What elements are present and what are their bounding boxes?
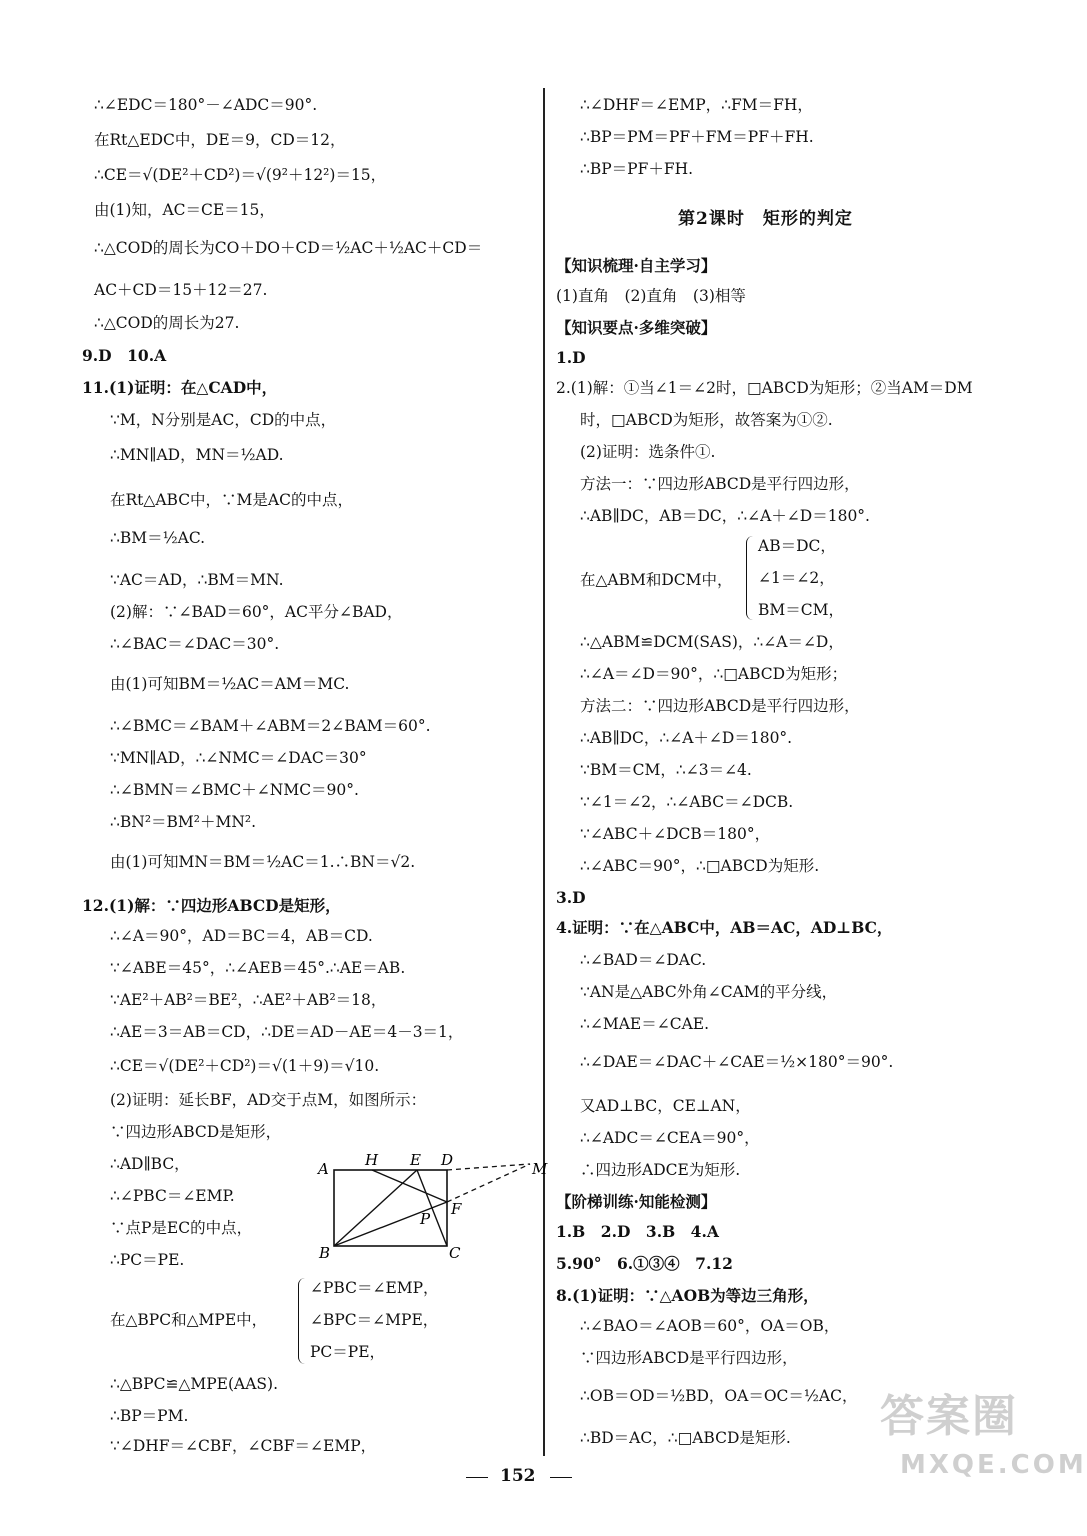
section-header: 【阶梯训练·知能检测】 [556, 1192, 717, 1211]
system-line: ∠BPC＝∠MPE， [310, 1311, 439, 1329]
lesson-title: 第2课时 矩形的判定 [678, 209, 853, 229]
text-line: ∴AB∥DC，∴∠A＋∠D＝180°. [580, 729, 793, 747]
question-8-title: 8.(1)证明：∵△AOB为等边三角形， [556, 1286, 819, 1305]
text-line: ∴∠BAD＝∠DAC. [580, 951, 707, 969]
page-number-dash-right [550, 1477, 572, 1478]
text-line: 在Rt△ABC中，∵M是AC的中点， [110, 491, 353, 509]
text-line: (2)证明：延长BF，AD交于点M，如图所示： [110, 1091, 427, 1109]
page-number: 152 [500, 1466, 536, 1486]
text-line: 时，□ABCD为矩形，故答案为①②. [580, 411, 833, 429]
label-e: E [410, 1151, 421, 1169]
text-line: ∴BP＝PF＋FH. [580, 160, 694, 178]
dashed-dm [447, 1164, 530, 1170]
text-line: ∴∠PBC＝∠EMP. [110, 1187, 235, 1205]
text-line: ∴AB∥DC，AB＝DC，∴∠A＋∠D＝180°. [580, 507, 870, 525]
label-h: H [365, 1151, 379, 1169]
system-line: BM＝CM， [758, 601, 844, 619]
text-line: ∵AN是△ABC外角∠CAM的平分线， [580, 983, 838, 1001]
text-line: ∴AE＝3＝AB＝CD，∴DE＝AD－AE＝4－3＝1， [110, 1023, 464, 1041]
text-line: ∴∠MAE＝∠CAE. [580, 1015, 710, 1033]
text-line: ∴BM＝½AC. [110, 529, 206, 547]
text-line: ∴∠BMN＝∠BMC＋∠NMC＝90°. [110, 781, 359, 799]
system-line: ∠1＝∠2， [758, 569, 835, 587]
label-f: F [451, 1200, 462, 1218]
text-line: ∴AD∥BC， [110, 1155, 190, 1173]
text-line: ∴∠BAC＝∠DAC＝30°. [110, 635, 280, 653]
text-line: 方法二：∵四边形ABCD是平行四边形， [580, 697, 860, 715]
text-line: ∴∠BMC＝∠BAM＋∠ABM＝2∠BAM＝60°. [110, 717, 431, 735]
text-line: ∴OB＝OD＝½BD，OA＝OC＝½AC， [580, 1387, 858, 1405]
answer-line: 5.90° 6.①③④ 7.12 [556, 1254, 733, 1273]
question-2-title: 2.(1)解：①当∠1＝∠2时，□ABCD为矩形；②当AM＝DM [556, 379, 973, 397]
segment-be [334, 1170, 417, 1246]
question-12-title: 12.(1)解：∵四边形ABCD是矩形， [82, 896, 341, 915]
text-line: ∵∠DHF＝∠CBF，∠CBF＝∠EMP， [110, 1437, 377, 1455]
text-line: ∵∠ABC＋∠DCB＝180°， [580, 825, 771, 843]
text-line: 由(1)知，AC＝CE＝15， [94, 201, 275, 219]
text-line: ∴△BPC≌△MPE(AAS). [110, 1375, 279, 1393]
text-line: ∴∠EDC＝180°－∠ADC＝90°. [94, 96, 318, 114]
page-number-dash-left [466, 1477, 488, 1478]
answer-line: 1.B 2.D 3.B 4.A [556, 1222, 719, 1241]
text-line: ∵四边形ABCD是矩形， [110, 1123, 282, 1141]
text-line: (1)直角 (2)直角 (3)相等 [556, 287, 746, 305]
text-line: ∴CE＝√(DE²＋CD²)＝√(9²＋12²)＝15， [94, 166, 387, 184]
text-line: ∴MN∥AD，MN＝½AD. [110, 446, 284, 464]
text-line: ∵四边形ABCD是平行四边形， [580, 1349, 798, 1367]
text-line: ∴△COD的周长为27. [94, 314, 240, 332]
text-line: ∴PC＝PE. [110, 1251, 185, 1269]
text-line: ∵M，N分别是AC，CD的中点， [110, 411, 337, 429]
text-line: ∵∠ABE＝45°，∴∠AEB＝45°.∴AE＝AB. [110, 959, 406, 977]
text-line: ∴BP＝PM＝PF＋FM＝PF＋FH. [580, 128, 814, 146]
text-line: ∵AC＝AD，∴BM＝MN. [110, 571, 284, 589]
text-line: 在△ABM和DCM中， [580, 571, 733, 589]
text-line: ∵BM＝CM，∴∠3＝∠4. [580, 761, 752, 779]
label-d: D [441, 1151, 454, 1169]
text-line: ∴∠DAE＝∠DAC＋∠CAE＝½×180°＝90°. [580, 1053, 894, 1071]
text-line: ∴∠A＝∠D＝90°，∴□ABCD为矩形； [580, 665, 848, 683]
text-line: 在△BPC和△MPE中， [110, 1311, 268, 1329]
text-line: (2)解：∵∠BAD＝60°，AC平分∠BAD， [110, 603, 403, 621]
text-line: 在Rt△EDC中，DE＝9，CD＝12， [94, 131, 346, 149]
text-line: ∵AE²＋AB²＝BE²，∴AE²＋AB²＝18， [110, 991, 387, 1009]
answer-line: 3.D [556, 888, 586, 907]
text-line: ∴CE＝√(DE²＋CD²)＝√(1＋9)＝√10. [110, 1057, 380, 1075]
label-c: C [449, 1244, 461, 1262]
label-m: M [532, 1160, 548, 1178]
system-line: AB＝DC， [758, 537, 836, 555]
question-11-title: 11.(1)证明：在△CAD中， [82, 378, 278, 397]
text-line: ∴∠DHF＝∠EMP，∴FM＝FH， [580, 96, 813, 114]
system-brace [746, 536, 753, 620]
text-line: 又AD⊥BC，CE⊥AN， [580, 1097, 751, 1115]
segment-hf [372, 1170, 447, 1202]
label-a: A [318, 1160, 329, 1178]
answer-line: 1.D [556, 348, 586, 367]
text-line: 方法一：∵四边形ABCD是平行四边形， [580, 475, 860, 493]
text-line: ∴BN²＝BM²＋MN². [110, 813, 257, 831]
text-line: ∴∠ADC＝∠CEA＝90°， [580, 1129, 760, 1147]
system-line: ∠PBC＝∠EMP， [310, 1279, 439, 1297]
text-line: ∵点P是EC的中点， [110, 1219, 253, 1237]
text-line: ∴BD＝AC，∴□ABCD是矩形. [580, 1429, 791, 1447]
question-4-title: 4.证明：∵在△ABC中，AB＝AC，AD⊥BC， [556, 918, 893, 937]
section-header: 【知识要点·多维突破】 [556, 318, 717, 337]
text-line: ∴∠ABC＝90°，∴□ABCD为矩形. [580, 857, 820, 875]
answer-line: 9.D 10.A [82, 346, 167, 365]
watermark-logo: 答案圈 [880, 1391, 1018, 1442]
system-line: PC＝PE， [310, 1343, 386, 1361]
text-line: 由(1)可知BM＝½AC＝AM＝MC. [110, 675, 350, 693]
section-header: 【知识梳理·自主学习】 [556, 256, 717, 275]
label-b: B [319, 1244, 331, 1262]
text-line: AC＋CD＝15＋12＝27. [94, 281, 268, 299]
text-line: ∴△COD的周长为CO＋DO＋CD＝½AC＋½AC＋CD＝ [94, 239, 483, 257]
watermark-url: MXQE.COM [900, 1450, 1087, 1480]
text-line: (2)证明：选条件①. [580, 443, 716, 461]
text-line: ∴∠A＝90°，AD＝BC＝4，AB＝CD. [110, 927, 373, 945]
text-line: ∵∠1＝∠2，∴∠ABC＝∠DCB. [580, 793, 794, 811]
system-brace [298, 1278, 305, 1364]
text-line: ∴∠BAO＝∠AOB＝60°，OA＝OB， [580, 1317, 840, 1335]
text-line: ∵MN∥AD，∴∠NMC＝∠DAC＝30° [110, 749, 367, 767]
text-line: 由(1)可知MN＝BM＝½AC＝1.∴BN＝√2. [110, 853, 416, 871]
label-p: P [420, 1210, 431, 1228]
rectangle-geometry-figure [312, 1150, 552, 1260]
text-line: ∴BP＝PM. [110, 1407, 189, 1425]
text-line: ∴△ABM≌DCM(SAS)，∴∠A＝∠D， [580, 633, 844, 651]
text-line: ∴四边形ADCE为矩形. [580, 1161, 741, 1179]
